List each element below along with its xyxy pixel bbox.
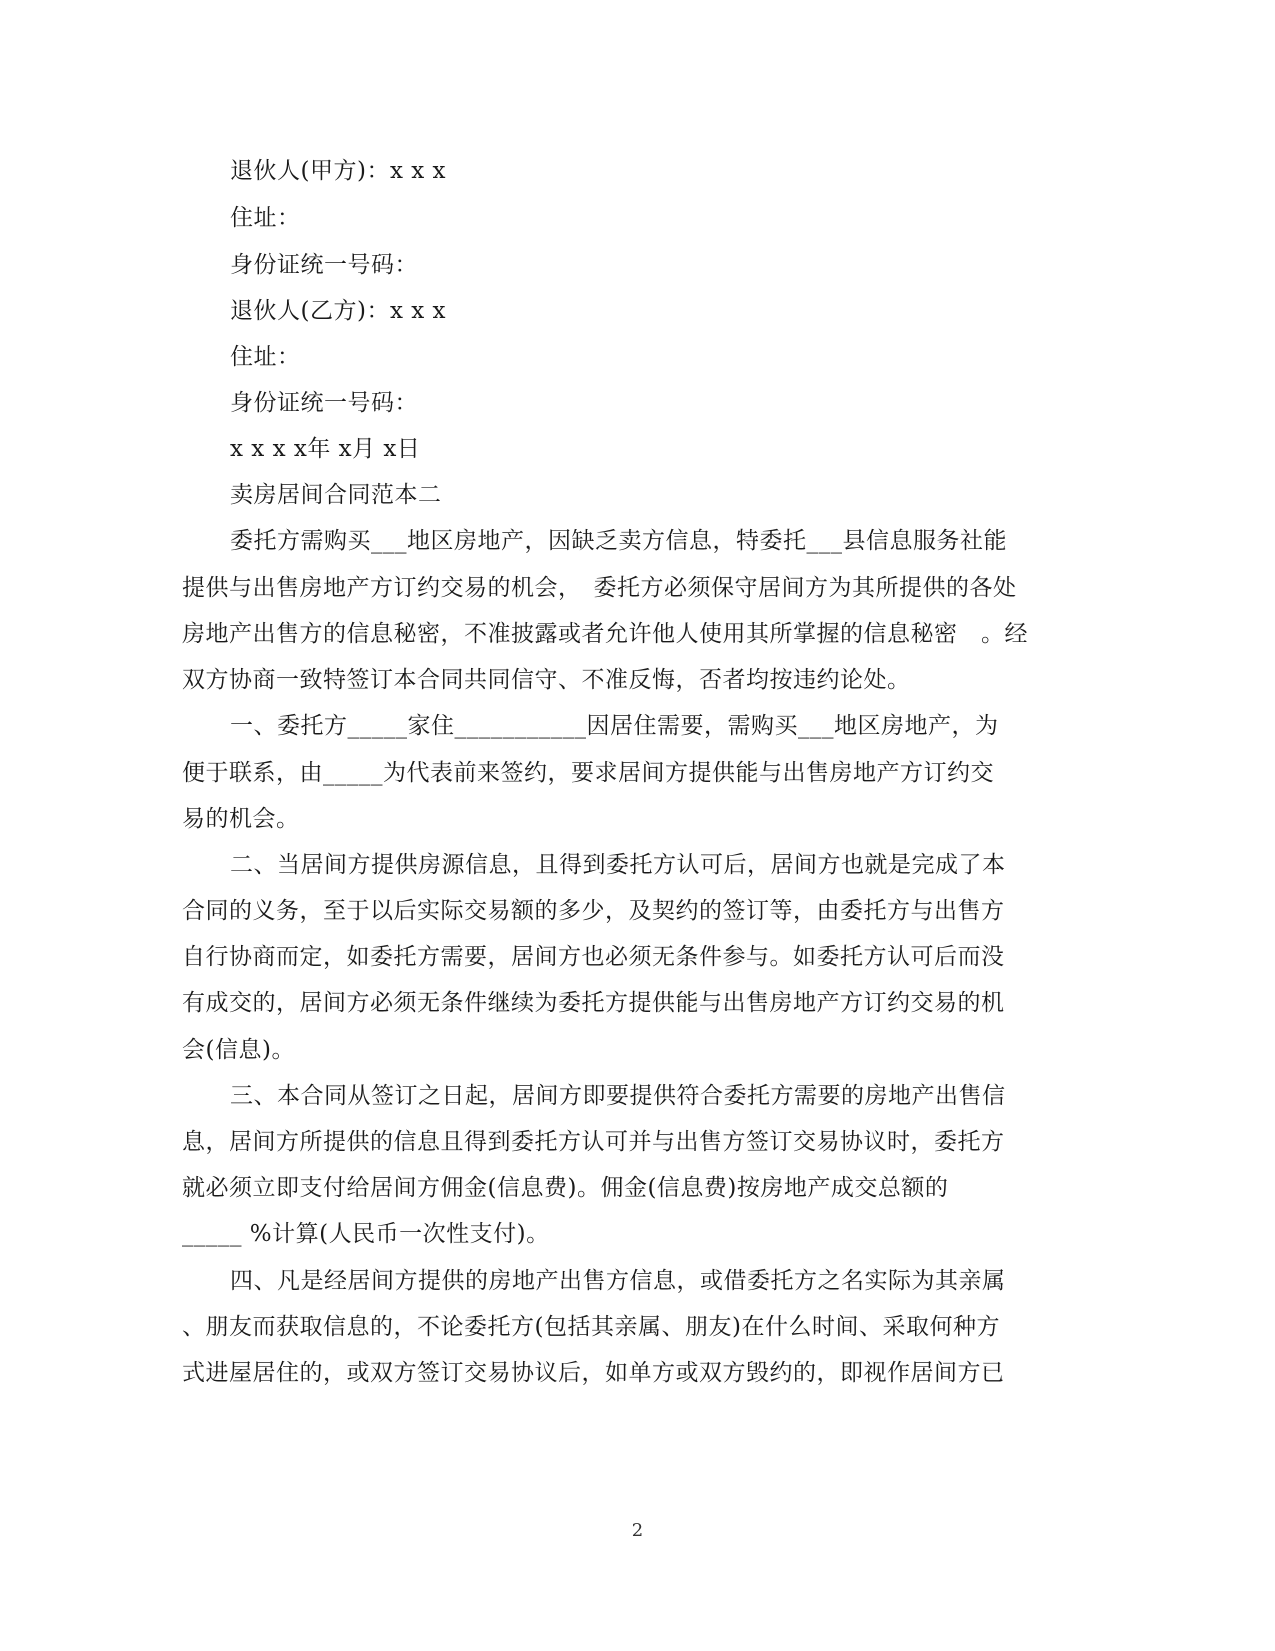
section-title: 卖房居间合同范本二 [230,482,442,508]
clause-2-line: 合同的义务，至于以后实际交易额的多少，及契约的签订等，由委托方与出售方 [182,898,1005,924]
page-number: 2 [631,1520,644,1541]
intro-line: 双方协商一致特签订本合同共同信守、不准反悔，否者均按违约论处。 [182,667,911,693]
intro-line: 提供与出售房地产方订约交易的机会， 委托方必须保守居间方为其所提供的各处 [182,575,1017,601]
clause-1-line: 便于联系，由_____为代表前来签约，要求居间方提供能与出售房地产方订约交 [182,760,994,786]
party-a-id: 身份证统一号码： [230,252,418,278]
clause-3-line: 三、本合同从签订之日起，居间方即要提供符合委托方需要的房地产出售信 [230,1083,1006,1109]
clause-3-line: 就必须立即支付给居间方佣金(信息费)。佣金(信息费)按房地产成交总额的 [182,1175,949,1201]
party-b-address: 住址： [230,344,301,370]
signing-date: x x x x年 x月 x日 [230,436,421,462]
clause-2-line: 自行协商而定，如委托方需要，居间方也必须无条件参与。如委托方认可后而没 [182,944,1005,970]
clause-4-line: 式进屋居住的，或双方签订交易协议后，如单方或双方毁约的，即视作居间方已 [182,1360,1005,1386]
clause-4-line: 四、凡是经居间方提供的房地产出售方信息，或借委托方之名实际为其亲属 [230,1268,1006,1294]
clause-2-line: 二、当居间方提供房源信息，且得到委托方认可后，居间方也就是完成了本 [230,852,1006,878]
intro-line: 房地产出售方的信息秘密，不准披露或者允许他人使用其所掌握的信息秘密 。经 [182,621,1028,647]
clause-4-line: 、朋友而获取信息的，不论委托方(包括其亲属、朋友)在什么时间、采取何种方 [182,1314,1000,1340]
clause-2-line: 有成交的，居间方必须无条件继续为委托方提供能与出售房地产方订约交易的机 [182,990,1005,1016]
clause-3-line: _____ %计算(人民币一次性支付)。 [182,1221,550,1247]
party-b-name: 退伙人(乙方)：x x x [230,298,446,324]
clause-1-line: 易的机会。 [182,806,300,832]
clause-2-line: 会(信息)。 [182,1037,295,1063]
intro-line: 委托方需购买___地区房地产，因缺乏卖方信息，特委托___县信息服务社能 [230,528,1007,554]
clause-3-line: 息，居间方所提供的信息且得到委托方认可并与出售方签订交易协议时，委托方 [182,1129,1005,1155]
clause-1-line: 一、委托方_____家住___________因居住需要，需购买___地区房地产，为 [230,713,999,739]
party-a-address: 住址： [230,205,301,231]
party-a-name: 退伙人(甲方)：x x x [230,158,446,184]
party-b-id: 身份证统一号码： [230,390,418,416]
